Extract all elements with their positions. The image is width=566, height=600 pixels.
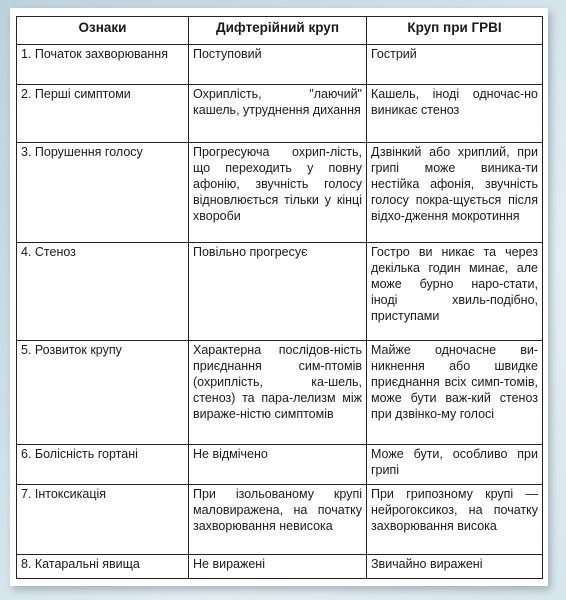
row-sign-cell: 2. Перші симптоми — [17, 85, 189, 143]
row-sign-cell: 8. Катаральні явища — [17, 555, 189, 579]
row-sign-cell: 3. Порушення голосу — [17, 143, 189, 243]
document-page — [10, 8, 548, 586]
row-diphtheria-cell: При ізольованому крупі маловиражена, на початку захворювання невисока — [189, 485, 367, 555]
table-row — [17, 143, 543, 243]
row-diphtheria-cell: Поступовий — [189, 45, 367, 85]
row-arvi-cell: Гострий — [367, 45, 543, 85]
table-header-row — [17, 17, 543, 45]
row-arvi-cell: Звичайно виражені — [367, 555, 543, 579]
row-sign-cell: 4. Стеноз — [17, 243, 189, 341]
table-row — [17, 555, 543, 579]
row-diphtheria-cell: Характерна послідов-ність приєднання сим-птомів (охриплість, ка-шель, стеноз) та пара-лелизм між вираже-ністю симптомів — [189, 341, 367, 445]
table-row — [17, 45, 543, 85]
row-diphtheria-cell: Прогресуюча охрип-лість, що переходить у повну афонію, звучність голосу відновлюється тільки у кінці хвороби — [189, 143, 367, 243]
table-row — [17, 445, 543, 485]
row-sign-cell: 7. Інтоксикація — [17, 485, 189, 555]
row-sign-cell: 6. Болісність гортані — [17, 445, 189, 485]
row-arvi-cell: Гостро ви никає та через декілька годин минає, але може бурно наро-стати, іноді хвиль-подібно, приступами — [367, 243, 543, 341]
row-diphtheria-cell: Охриплість, "лаючий" кашель, утруднення дихання — [189, 85, 367, 143]
table-row — [17, 341, 543, 445]
table-row — [17, 243, 543, 341]
row-sign-cell: 5. Розвиток крупу — [17, 341, 189, 445]
comparison-table — [16, 16, 543, 579]
row-arvi-cell: Майже одночасне ви-никнення або швидке приєднання всіх симп-томів, може бути важ-кий стеноз при дзвінко-му голосі — [367, 341, 543, 445]
table-row — [17, 485, 543, 555]
row-arvi-cell: Дзвінкий або хриплий, при грипі може виника-ти нестійка афонія, звучність голосу покра-щується після відхо-дження мокротиння — [367, 143, 543, 243]
row-diphtheria-cell: Не відмічено — [189, 445, 367, 485]
table-row — [17, 85, 543, 143]
header-signs: Ознаки — [17, 17, 189, 45]
row-sign-cell: 1. Початок захворювання — [17, 45, 189, 85]
row-arvi-cell: Може бути, особливо при грипі — [367, 445, 543, 485]
row-diphtheria-cell: Повільно прогресує — [189, 243, 367, 341]
row-diphtheria-cell: Не виражені — [189, 555, 367, 579]
row-arvi-cell: Кашель, іноді одночас-но виникає стеноз — [367, 85, 543, 143]
row-arvi-cell: При грипозному крупі — нейрогоксикоз, на початку захворювання висока — [367, 485, 543, 555]
header-arvi-croup: Круп при ГРВІ — [367, 17, 543, 45]
header-diphtheria-croup: Дифтерійний круп — [189, 17, 367, 45]
